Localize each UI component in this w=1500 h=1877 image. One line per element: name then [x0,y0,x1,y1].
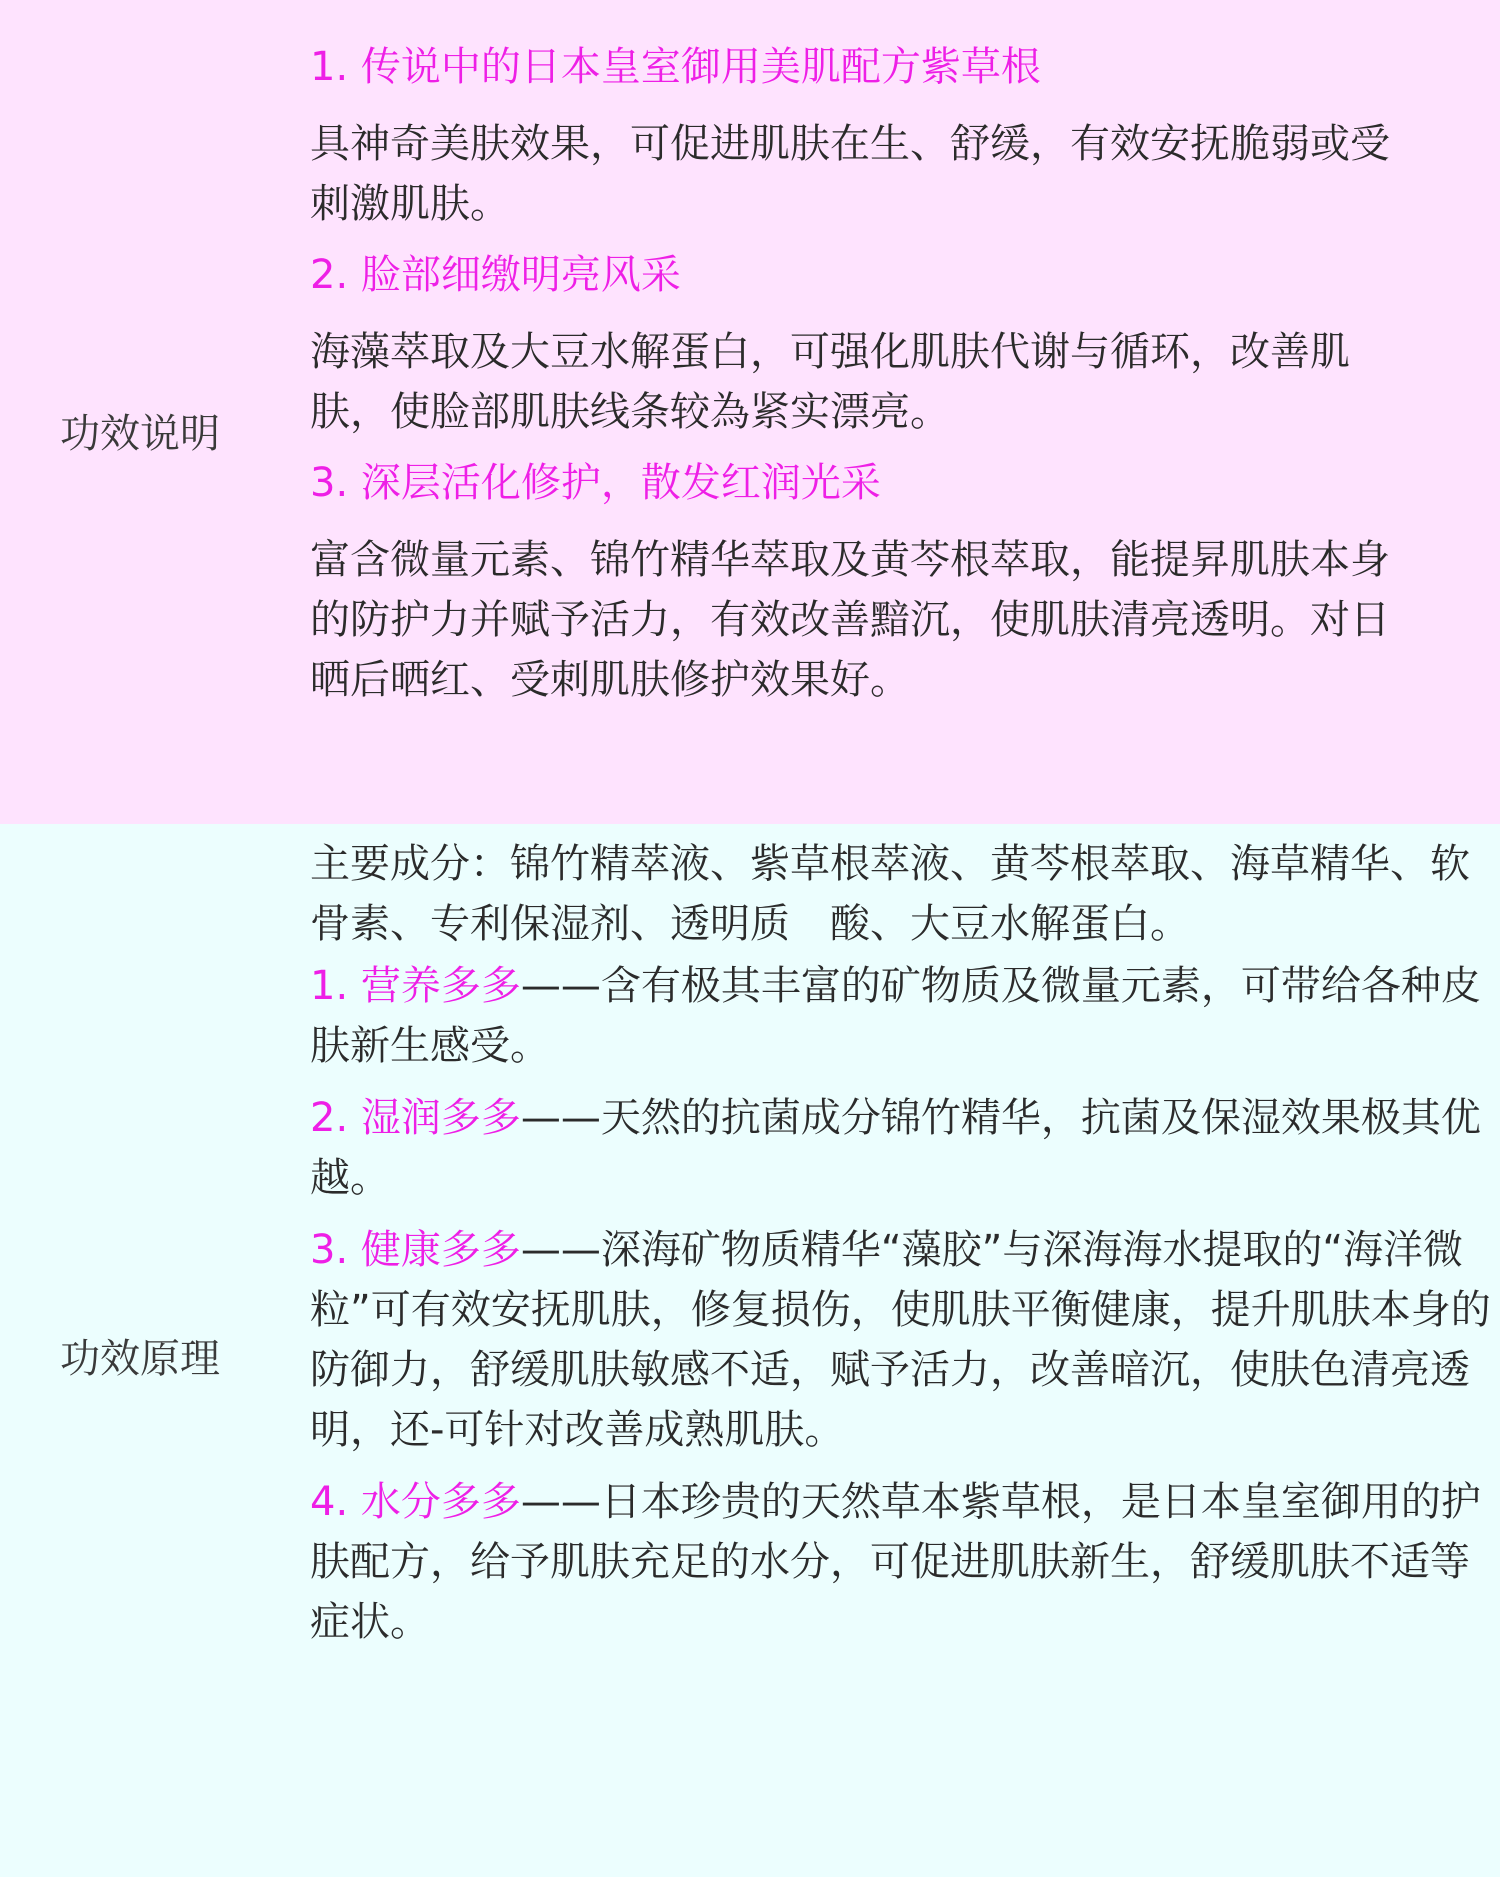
efficacy-heading-1: 1. 传说中的日本皇室御用美肌配方紫草根 [310,44,1041,90]
principle-item-4-title: 4. 水分多多 [310,1479,521,1525]
principle-label-column [0,834,310,1877]
principle-content [310,834,1500,1877]
efficacy-heading-2: 2. 脸部细缴明亮风采 [310,252,681,298]
efficacy-body-1: 具神奇美肤效果，可促进肌肤在生、舒缓，有效安抚脆弱或受刺激肌肤。 [310,121,1390,227]
principle-item-1 [310,956,1500,1076]
principle-item-4 [310,1472,1500,1652]
efficacy-body-2: 海藻萃取及大豆水解蛋白，可强化肌肤代谢与循环，改善肌肤，使脸部肌肤线条较為紧实漂亮。 [310,329,1350,435]
principle-label: 功效原理 [60,1336,220,1382]
principle-item-3 [310,1220,1500,1460]
principle-item-2-body: ——天然的抗菌成分锦竹精华，抗菌及保湿效果极其优越。 [310,1095,1481,1201]
efficacy-heading-3: 3. 深层活化修护，散发红润光采 [310,460,881,506]
efficacy-label: 功效说明 [60,410,220,457]
principle-item-3-body: ——深海矿物质精华“藻胶”与深海海水提取的“海洋微粒”可有效安抚肌肤，修复损伤，使肌肤平衡健康，提升肌肤本身的防御力，舒缓肌肤敏感不适，赋予活力，改善暗沉，使肤色清亮透明，还-可针对改善成熟肌肤。 [310,1227,1491,1453]
principle-section [0,824,1500,1877]
principle-item-1-body: ——含有极其丰富的矿物质及微量元素，可带给各种皮肤新生感受。 [310,963,1481,1069]
principle-item-4-body: ——日本珍贵的天然草本紫草根，是日本皇室御用的护肤配方，给予肌肤充足的水分，可促进肌肤新生，舒缓肌肤不适等症状。 [310,1479,1481,1645]
principle-intro: 主要成分：锦竹精萃液、紫草根萃液、黄芩根萃取、海草精华、软骨素、专利保湿剂、透明质 酸、大豆水解蛋白。 [310,841,1470,947]
principle-item-1-title: 1. 营养多多 [310,963,521,1009]
principle-item-2-title: 2. 湿润多多 [310,1095,521,1141]
efficacy-content [310,36,1500,824]
principle-item-3-title: 3. 健康多多 [310,1227,521,1273]
principle-item-2 [310,1088,1500,1208]
efficacy-body-3: 富含微量元素、锦竹精华萃取及黄芩根萃取，能提昇肌肤本身的防护力并赋予活力，有效改善黯沉，使肌肤清亮透明。对日晒后晒红、受刺肌肤修护效果好。 [310,537,1390,703]
efficacy-label-column [0,36,310,824]
efficacy-section [0,0,1500,824]
